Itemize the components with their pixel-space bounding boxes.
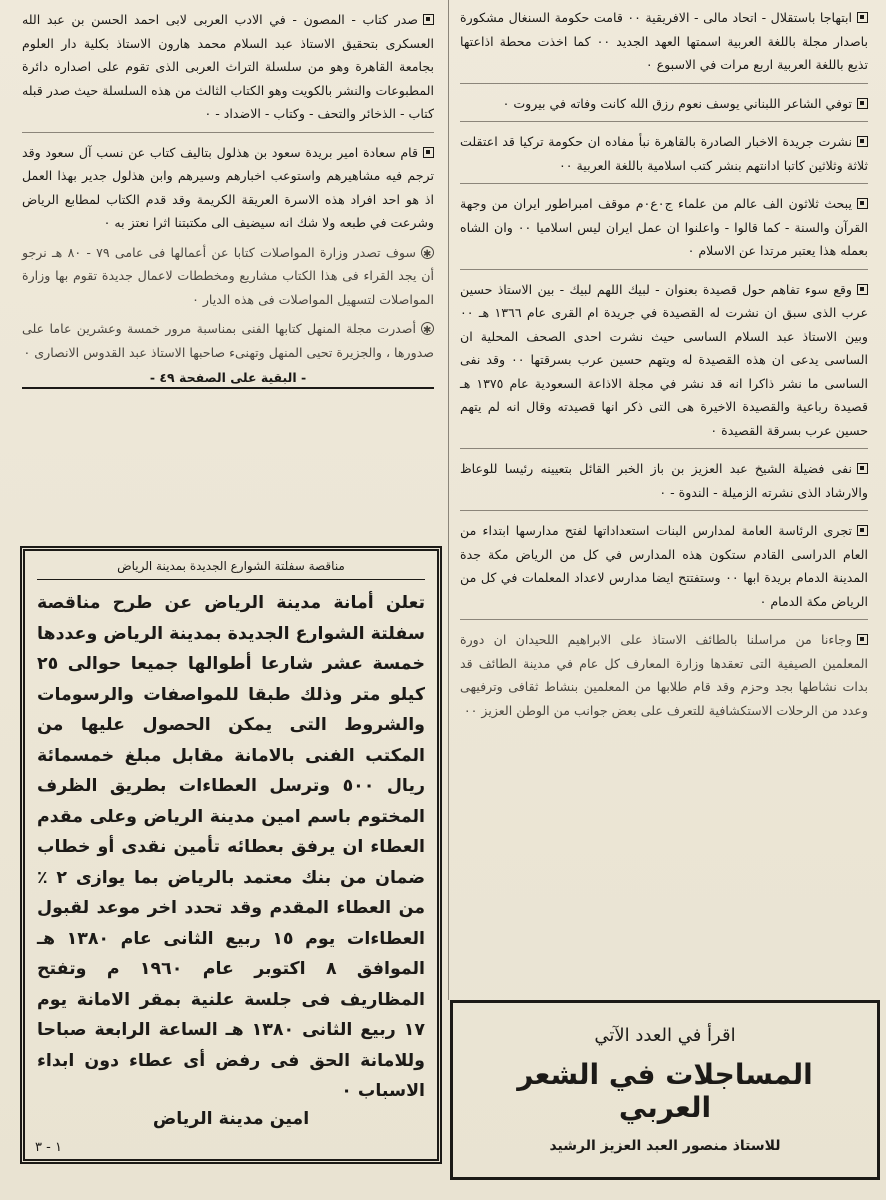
square-bullet-icon: [857, 463, 868, 474]
divider: [460, 83, 868, 84]
news-item: توفي الشاعر اللبناني يوسف نعوم رزق الله كانت وفاته في بيروت ٠: [460, 92, 868, 116]
column-divider: [448, 0, 449, 1000]
divider: [460, 510, 868, 511]
continued-note: - البقية على الصفحة ٤٩ -: [149, 370, 307, 385]
tender-heading: مناقصة سفلتة الشوارع الجديدة بمدينة الرياض: [37, 559, 425, 580]
news-item: يبحث ثلاثون الف عالم من علماء ج٠ع٠م موقف امبراطور ايران من وجهة القرآن والسنة - كما قالوا - واعلنوا ان عمل ايران ليس اسلاميا ٠٠ وان الشاه بعمله هذا يعتبر مرتدا عن الاسلام ٠: [460, 196, 869, 258]
news-item: وقع سوء تفاهم حول قصيدة بعنوان - لبيك اللهم لبيك - بين الاستاذ حسين عرب الذى سبق ان نشرت له القصيدة في جريدة ام القرى عام ١٣٦٦ هـ ٠٠ وبين الاستاذ عبد السلام الساسى حيث نشرت احدى الصحف المحلية ان الساسى يدعى ان هذه القصيدة له ويتهم حسين عرب بسرقتها ٠٠ وقد نفى الساسى ما نشر ذاكرا انه قد نشر في مجلة الاذاعة السعودية عام ١٣٧٥ هـ قصيدة رباعية والقصيدة الاخيرة هى التى ذكر انها قصيدته وقال انه لم يتهم حسين عرب بسرقة القصيدة ٠: [460, 281, 869, 438]
tender-signature: امين مدينة الرياض: [152, 1108, 310, 1129]
square-bullet-icon: [857, 198, 868, 209]
right-news-column: [446, 0, 886, 1000]
square-bullet-icon: [857, 284, 868, 295]
left-news-column: [0, 0, 448, 540]
announcement-title: المساجلات في الشعر العربي: [517, 1058, 813, 1124]
divider: [22, 387, 434, 389]
divider: [460, 619, 868, 620]
square-bullet-icon: [857, 136, 868, 147]
announcement-intro: اقرأ في العدد الآتي: [594, 1025, 736, 1046]
divider: [22, 132, 434, 133]
tender-body: تعلن أمانة مدينة الرياض عن طرح مناقصة سفلتة الشوارع الجديدة بمدينة الرياض وعددها خمسة عشر شارعا أطوالها جميعا حوالى ٢٥ كيلو متر وذلك طبقا للمواصفات والرسومات والشروط التى يمكن الحصول عليها من المكتب الفنى بالامانة مقابل مبلغ خمسمائة ريال ٥٠٠ وترسل العطاءات بطريق الظرف المختوم باسم امين مدينة الرياض وعلى مقدم العطاء ان يرفق بعطائه تأمين نقدى أو خطاب ضمان من بنك معتمد بالرياض بما يوازى ٢ ٪ من العطاء المقدم وقد تحدد اخر موعد لقبول العطاءات يوم ١٥ ربيع الثانى عام ١٣٨٠ هـ الموافق ٨ اكتوبر عام ١٩٦٠ م وتفتح المظاريف فى جلسة علنية بمقر الامانة يوم ١٧ ربيع الثانى ١٣٨٠ هـ الساعة الرابعة صباحا وللامانة الحق فى رفض أى عطاء دون ابداء الاسباب ٠: [37, 593, 426, 1101]
divider: [460, 121, 868, 122]
tender-advertisement: [20, 546, 442, 1164]
asterisk-bullet-icon: [421, 322, 434, 335]
news-item: ابتهاجا باستقلال - اتحاد مالى - الافريقية ٠٠ قامت حكومة السنغال مشكورة باصدار مجلة باللغة العربية اسمتها العهد الجديد ٠٠ كما اخذت محطة اذاعتها تذيع باللغة العربية اربع مرات في الاسبوع ٠: [460, 10, 868, 72]
asterisk-bullet-icon: [421, 246, 434, 259]
square-bullet-icon: [857, 12, 868, 23]
square-bullet-icon: [857, 98, 868, 109]
square-bullet-icon: [423, 14, 434, 25]
news-item: نفى فضيلة الشيخ عبد العزيز بن باز الخبر القائل بتعيينه رئيسا للوعاظ والارشاد الذى نشرته الزميلة - الندوة - ٠: [460, 461, 868, 500]
tender-code: ١ - ٣: [35, 1140, 62, 1155]
square-bullet-icon: [423, 147, 434, 158]
news-item: قام سعادة امير بريدة سعود بن هذلول بتاليف كتاب عن نسب آل سعود وقد ترجم فيه مشاهيرهم واستوعب اخبارهم وسيرهم وابن هذلول جدير بهذا العمل اذ هو احد افراد هذه الاسرة العريقة الكريمة وقد قدم الكتاب لمطابع الرياض وشرعت في طبعه ولا شك انه سيضيف الى مكتبتنا اثرا نعتز به ٠: [22, 144, 434, 230]
news-item: نشرت جريدة الاخبار الصادرة بالقاهرة نبأ مفاده ان حكومة تركيا قد اعتقلت ثلاثة وثلاثين كاتبا ادانتهم بنشر كتب اسلامية باللغة العربية ٠٠: [460, 134, 868, 173]
next-issue-announcement: [450, 1000, 880, 1180]
divider: [460, 269, 868, 270]
square-bullet-icon: [857, 525, 868, 536]
announcement-author: للاستاذ منصور العبد العزيز الرشيد: [549, 1138, 781, 1154]
news-item: تجرى الرئاسة العامة لمدارس البنات استعداداتها لفتح مدارسها ابتداء من العام الدراسى القادم ستكون هذه المدارس في كل من الرياض مكة جدة المدينة الدمام بريدة ابها ٠٠ وستفتتح ايضا مدارس لاعداد المعلمات في كل من الرياض مكة الدمام ٠: [460, 523, 868, 609]
news-item: صدر كتاب - المصون - في الادب العربى لابى احمد الحسن بن عبد الله العسكرى بتحقيق الاستاذ عبد السلام محمد هارون الاستاذ بكلية دار العلوم بجامعة القاهرة وهو من سلسلة التراث العربى الذى تقوم على اصداره دائرة المطبوعات والنشر بالكويت وهو الكتاب الثالث من هذه السلسلة حيث صدر قبله كتاب - الذخائر والتحف - وكتاب - الاضداد - ٠: [22, 12, 434, 121]
news-item: ✱سوف تصدر وزارة المواصلات كتابا عن أعمالها فى عامى ٧٩ - ٨٠ هـ نرجو أن يجد القراء فى هذا الكتاب مشاريع ومخططات لاعمال جديدة تقوم بها وزارة المواصلات لتسهيل المواصلات فى هذه الديار ٠: [22, 241, 434, 312]
divider: [460, 448, 868, 449]
divider: [460, 183, 868, 184]
news-item: وجاءنا من مراسلنا بالطائف الاستاذ على الابراهيم اللحيدان ان دورة المعلمين الصيفية التى تعقدها وزارة المعارف كل عام في مدينة الطائف قد بدات نشاطها بجد وحزم وقد قام طلابها من المعلمين بنشاط ثقافى وترفيهى وعدد من الرحلات الاستكشافية للتعرف على بعض جوانب من الوطن العزيز ٠٠: [460, 632, 868, 718]
square-bullet-icon: [857, 634, 868, 645]
news-item: ✱أصدرت مجلة المنهل كتابها الفنى بمناسبة مرور خمسة وعشرين عاما على صدورها ، والجزيرة تحيى المنهل وتهنىء صاحبها الاستاذ عبد القدوس الانصارى ٠: [22, 317, 434, 364]
